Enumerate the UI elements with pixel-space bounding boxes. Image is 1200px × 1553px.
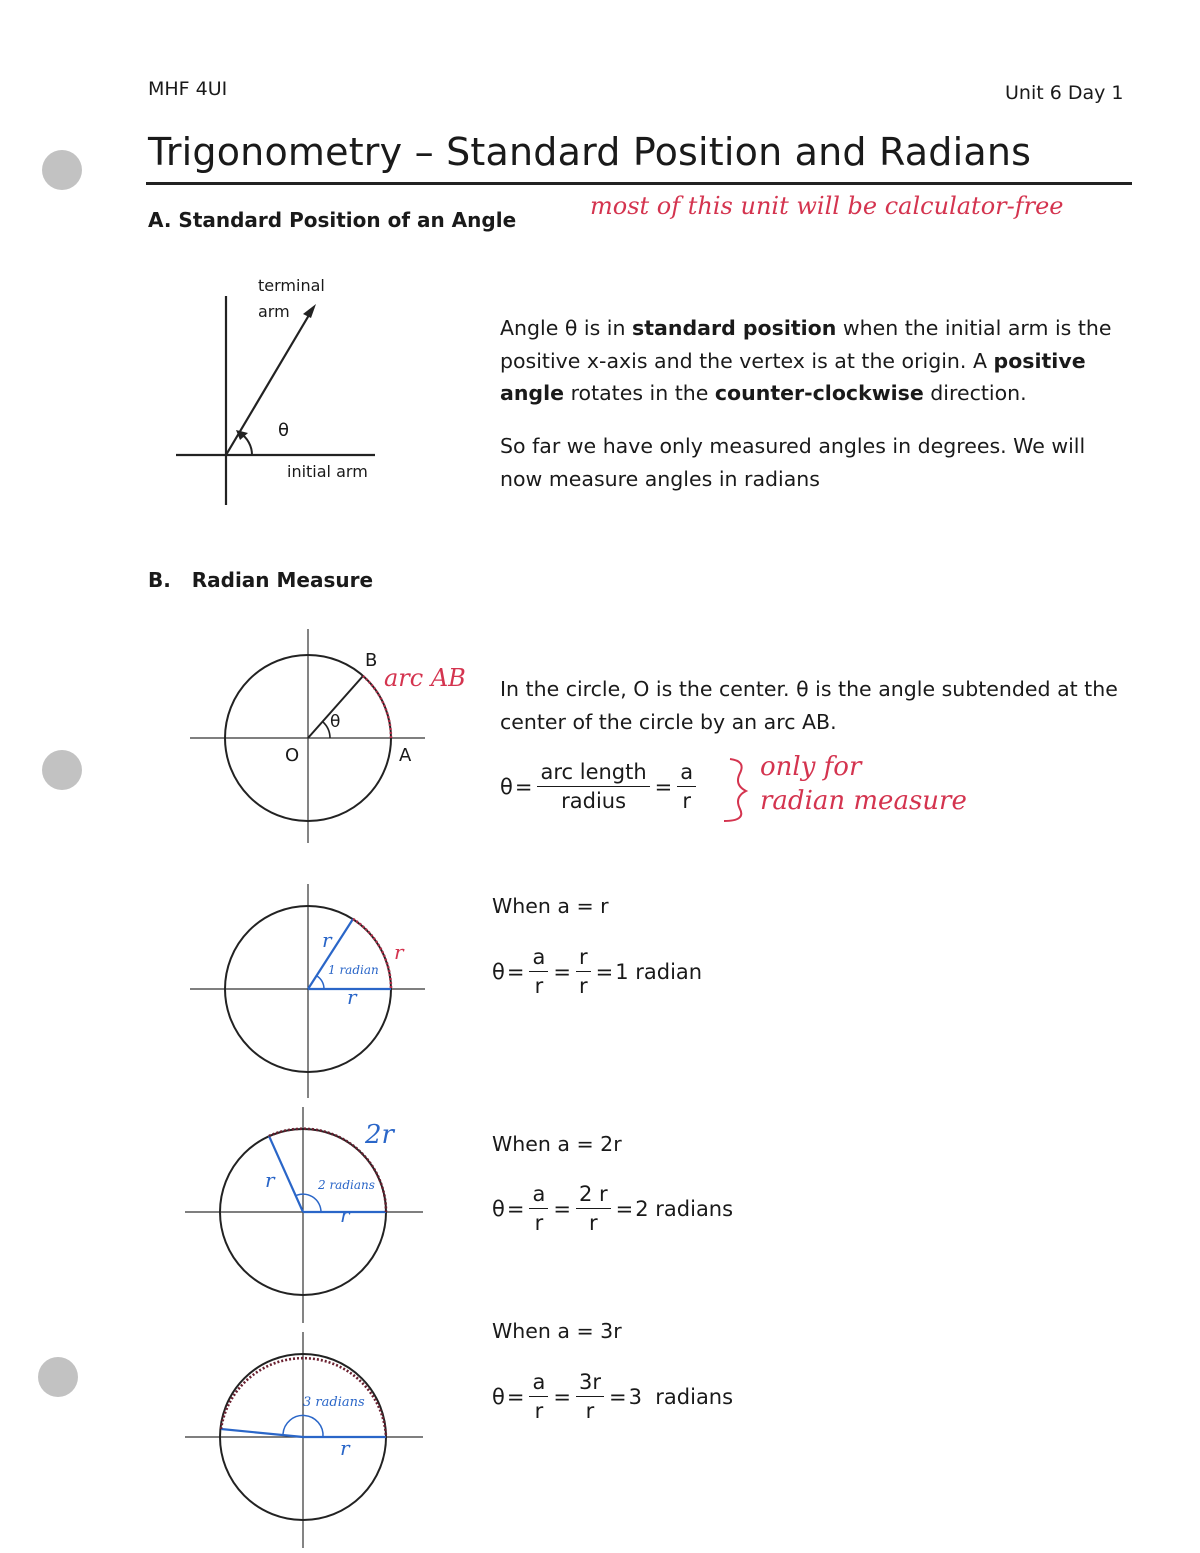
- initial-arm-label: initial arm: [287, 462, 368, 481]
- page-title: Trigonometry – Standard Position and Radians: [148, 130, 1032, 174]
- curly-brace-mark: [718, 755, 748, 825]
- case-3-equation: θ = $\frac{a}{r}$ = $\frac{3r}{r}$ = 3 radians: [492, 1370, 734, 1423]
- only-for-note-2: radian measure: [760, 786, 967, 816]
- one-radian-angle-note: 1 radian: [328, 963, 379, 977]
- title-underline: [146, 182, 1132, 185]
- two-radian-radius-label: r: [265, 1168, 275, 1192]
- case-2-heading: When a = 2r: [492, 1132, 622, 1156]
- section-a-heading: A. Standard Position of an Angle: [148, 208, 517, 232]
- one-radian-radius-label-2: r: [347, 985, 357, 1009]
- arc-ab-note: arc AB: [384, 664, 466, 692]
- one-radian-circle: [190, 880, 430, 1100]
- case-1-equation: θ = $\frac{a}{r}$ = $\frac{r}{r}$ = 1 radian: [492, 945, 703, 998]
- one-radian-radius-label: r: [322, 928, 332, 952]
- section-b-heading: B. Radian Measure: [148, 568, 374, 592]
- terminal-arm-label: terminal: [258, 276, 325, 295]
- three-radian-angle-note: 3 radians: [303, 1395, 365, 1410]
- course-code: MHF 4UI: [148, 78, 228, 100]
- two-radian-arc-label: 2r: [365, 1120, 394, 1150]
- three-radian-circle: [185, 1330, 430, 1550]
- only-for-note-1: only for: [760, 752, 862, 782]
- theta-center-label: θ: [330, 712, 341, 732]
- standard-position-definition: Angle θ is in standard position when the initial arm is the positive x-axis and the vertex is at the origin. A positive angle rotates in the counter-clockwise direction.: [500, 316, 1112, 405]
- three-radian-radius-label: r: [340, 1436, 350, 1460]
- case-2-equation: θ = $\frac{a}{r}$ = $\frac{2 r}{r}$ = 2 radians: [492, 1182, 734, 1235]
- binder-hole-bottom: [38, 1357, 78, 1397]
- case-3-heading: When a = 3r: [492, 1319, 622, 1343]
- center-o-label: O: [285, 745, 300, 766]
- two-radian-radius-label-2: r: [340, 1203, 350, 1227]
- point-a-label: A: [399, 745, 412, 766]
- one-radian-arc-label: r: [394, 940, 404, 964]
- binder-hole-middle: [42, 750, 82, 790]
- terminal-arm-label-2: arm: [258, 302, 290, 321]
- radian-formula: θ = $\frac{\text{arc length}}{\text{radius}}$ = $\frac{a}{r}$: [500, 760, 699, 813]
- unit-label: Unit 6 Day 1: [1005, 82, 1124, 104]
- radian-circle-diagram: [190, 625, 430, 845]
- case-1-heading: When a = r: [492, 894, 609, 918]
- calculator-free-note: most of this unit will be calculator-free: [590, 192, 1064, 220]
- theta-label: θ: [278, 420, 290, 441]
- two-radian-angle-note: 2 radians: [318, 1178, 375, 1192]
- circle-intro-text: In the circle, O is the center. θ is the angle subtended at the center of the circle by an arc AB.: [500, 677, 1118, 734]
- binder-hole-top: [42, 150, 82, 190]
- point-b-label: B: [365, 650, 378, 671]
- degrees-radians-paragraph: So far we have only measured angles in degrees. We will now measure angles in radians: [500, 434, 1086, 491]
